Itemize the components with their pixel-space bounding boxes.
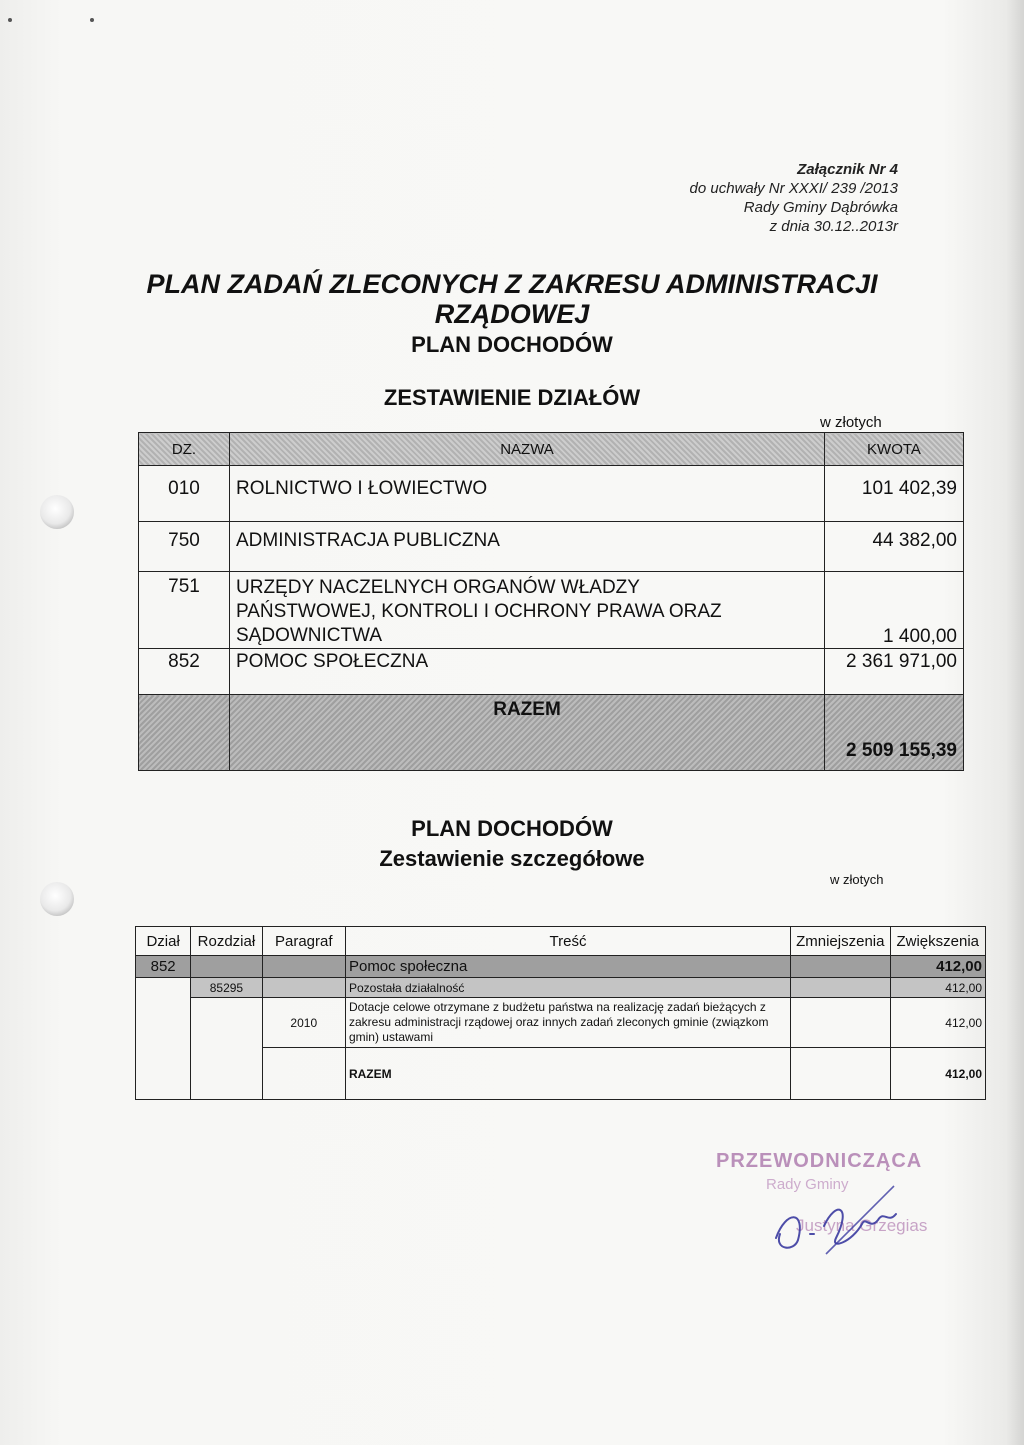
signature: [766, 1180, 906, 1260]
annex-date: z dnia 30.12..2013r: [769, 218, 898, 235]
row-amount: 101 402,39: [825, 466, 964, 522]
annex-council: Rady Gminy Dąbrówka: [743, 199, 898, 216]
cell-empty: [262, 978, 345, 998]
official-stamp: [716, 1150, 946, 1270]
cell-empty: [262, 1048, 345, 1100]
table-row: [136, 998, 986, 1048]
table-row: [139, 572, 964, 649]
header-rozdzial: Rozdział: [191, 927, 262, 956]
row-amount: 44 382,00: [825, 522, 964, 572]
row-zwiekszenia: 412,00: [890, 956, 985, 978]
row-amount: 1 400,00: [825, 572, 964, 649]
row-tresc: Pomoc społeczna: [345, 956, 790, 978]
row-dz: 751: [139, 572, 230, 649]
row-amount: 2 361 971,00: [825, 649, 964, 695]
table-row: [139, 522, 964, 572]
stamp-name: Justyna Grzegias: [796, 1216, 928, 1235]
header-zwiekszenia: Zwiększenia: [890, 927, 985, 956]
header-tresc: Treść: [345, 927, 790, 956]
cell-empty: [791, 998, 890, 1048]
cell-empty: [191, 998, 262, 1100]
row-dz: 010: [139, 466, 230, 522]
detail-title: PLAN DOCHODÓW: [411, 816, 613, 841]
row-name: URZĘDY NACZELNYCH ORGANÓW WŁADZY PAŃSTWOWEJ, KONTROLI I OCHRONY PRAWA ORAZ SĄDOWNICTWA: [230, 572, 825, 649]
total-blank: [139, 695, 230, 771]
row-zwiekszenia: 412,00: [890, 998, 985, 1048]
row-rozdzial: 85295: [191, 978, 262, 998]
cell-empty: [191, 956, 262, 978]
page-edge-shadow: [1006, 0, 1024, 1445]
header-zmniejszenia: Zmniejszenia: [791, 927, 890, 956]
stamp-title: PRZEWODNICZĄCA: [716, 1150, 923, 1172]
total-amount: 2 509 155,39: [825, 695, 964, 771]
cell-empty: [791, 978, 890, 998]
row-name: ROLNICTWO I ŁOWIECTWO: [230, 466, 825, 522]
header-dzial: Dział: [136, 927, 191, 956]
document-title-cont: RZĄDOWEJ: [434, 299, 590, 329]
annex-resolution: do uchwały Nr XXXI/ 239 /2013: [689, 180, 898, 197]
annex-header: [690, 160, 898, 236]
scan-speck: [90, 18, 94, 22]
cell-empty: [136, 978, 191, 1100]
cell-empty: [791, 956, 890, 978]
section-title: ZESTAWIENIE DZIAŁÓW: [383, 385, 641, 410]
table-row: [136, 1048, 986, 1100]
summary-total-row: [139, 695, 964, 771]
row-dz: 750: [139, 522, 230, 572]
table-row: [136, 978, 986, 998]
document-title: PLAN ZADAŃ ZLECONYCH Z ZAKRESU ADMINISTRACJI: [146, 269, 878, 299]
plan-subtitle: PLAN DOCHODÓW: [411, 332, 613, 357]
detail-unit-label: w złotych: [830, 872, 884, 887]
scan-speck: [8, 18, 12, 22]
row-tresc: Dotacje celowe otrzymane z budżetu państwa na realizację zadań bieżących z zakresu administracji rządowej oraz innych zadań zleconych gminie (związkom gmin) ustawami: [345, 998, 790, 1048]
row-tresc: Pozostała działalność: [345, 978, 790, 998]
table-row: [136, 956, 986, 978]
detail-table: [135, 926, 986, 1100]
table-row: [139, 466, 964, 522]
cell-empty: [791, 1048, 890, 1100]
header-amount: KWOTA: [825, 433, 964, 466]
header-paragraf: Paragraf: [262, 927, 345, 956]
header-name: NAZWA: [230, 433, 825, 466]
total-label: RAZEM: [230, 695, 825, 771]
row-zwiekszenia: 412,00: [890, 1048, 985, 1100]
summary-header-row: [139, 433, 964, 466]
punch-hole: [40, 495, 74, 529]
punch-hole: [40, 882, 74, 916]
row-paragraf: 2010: [262, 998, 345, 1048]
detail-subtitle: Zestawienie szczegółowe: [379, 846, 645, 871]
row-name: ADMINISTRACJA PUBLICZNA: [230, 522, 825, 572]
detail-header-row: [136, 927, 986, 956]
row-zwiekszenia: 412,00: [890, 978, 985, 998]
row-dz: 852: [139, 649, 230, 695]
row-dzial: 852: [136, 956, 191, 978]
summary-table: [138, 432, 964, 771]
stamp-council: Rady Gminy: [766, 1176, 849, 1193]
header-dz: DZ.: [139, 433, 230, 466]
cell-empty: [262, 956, 345, 978]
annex-title: Załącznik Nr 4: [797, 161, 898, 178]
row-name: POMOC SPOŁECZNA: [230, 649, 825, 695]
table-row: [139, 649, 964, 695]
summary-unit-label: w złotych: [820, 414, 882, 431]
row-tresc: RAZEM: [345, 1048, 790, 1100]
